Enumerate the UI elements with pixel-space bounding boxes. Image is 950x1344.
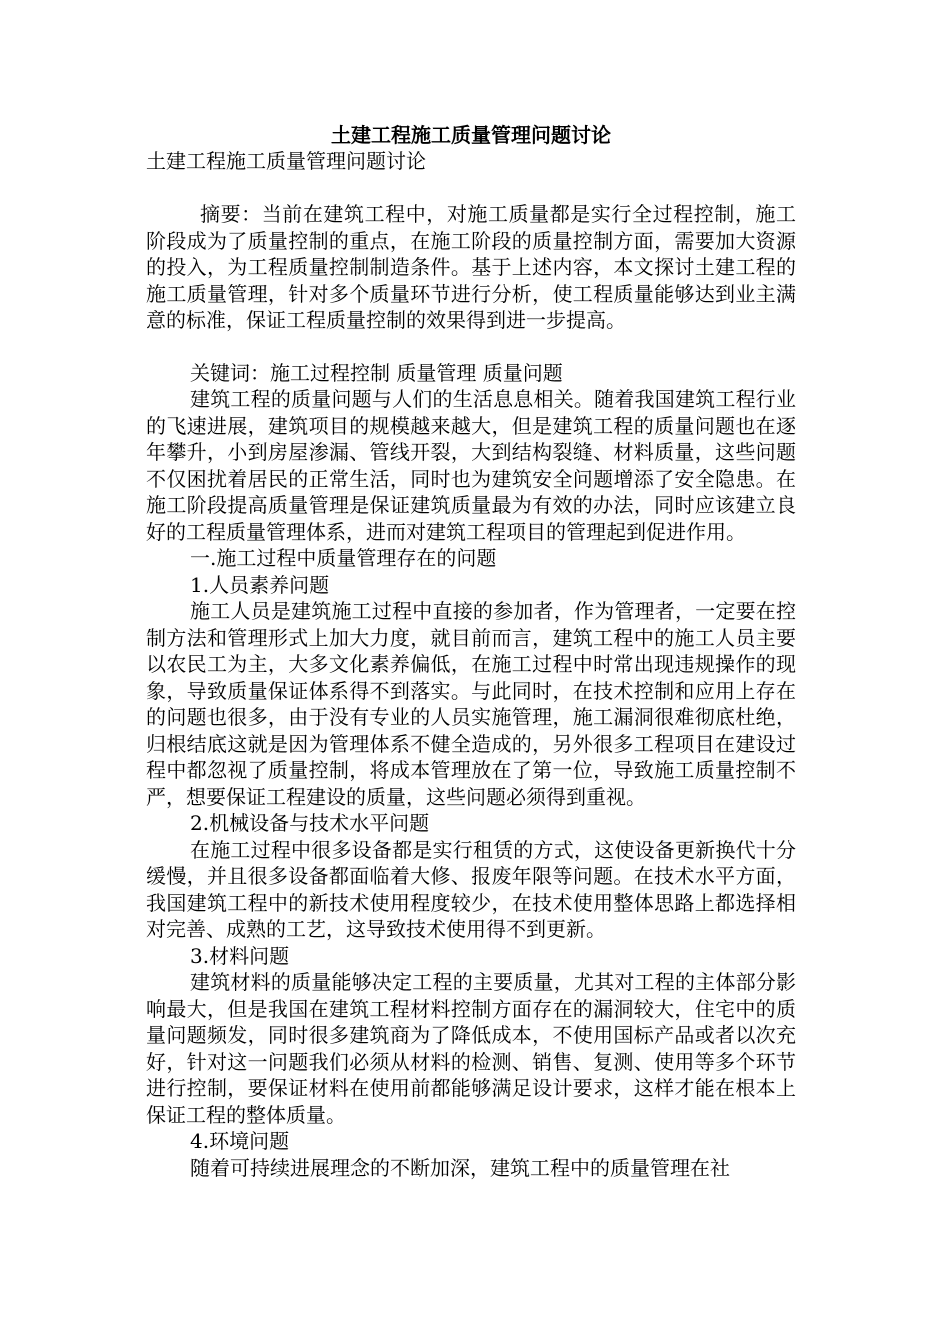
subsection-heading-environment: 4.环境问题	[190, 1129, 290, 1153]
document-title: 土建工程施工质量管理问题讨论	[331, 123, 611, 147]
subsection-heading-personnel: 1.人员素养问题	[190, 572, 330, 597]
document-subtitle: 土建工程施工质量管理问题讨论	[146, 149, 426, 173]
section-heading-1: 一.施工过程中质量管理存在的问题	[190, 546, 497, 570]
subsection-heading-materials: 3.材料问题	[190, 943, 290, 968]
paragraph-materials: 建筑材料的质量能够决定工程的主要质量，尤其对工程的主体部分影响最大，但是我国在建筑工程材料控制方面存在的漏洞较大，住宅中的质量问题频发，同时很多建筑商为了降低成本，不使用国标产品或者以次充好，针对这一问题我们必须从材料的检测、销售、复测、使用等多个环节进行控制，要保证材料在使用前都能够满足设计要求，这样才能在根本上保证工程的整体质量。	[146, 970, 796, 1127]
intro-paragraph: 建筑工程的质量问题与人们的生活息息相关。随着我国建筑工程行业的飞速进展，建筑项目的规模越来越大，但是建筑工程的质量问题也在逐年攀升，小到房屋渗漏、管线开裂，大到结构裂缝、材料质量，这些问题不仅困扰着居民的正常生活，同时也为建筑安全问题增添了安全隐患。在施工阶段提高质量管理是保证建筑质量最为有效的办法，同时应该建立良好的工程质量管理体系，进而对建筑工程项目的管理起到促进作用。	[146, 387, 796, 544]
paragraph-equipment: 在施工过程中很多设备都是实行租赁的方式，这使设备更新换代十分缓慢，并且很多设备都面临着大修、报废年限等问题。在技术水平方面，我国建筑工程中的新技术使用程度较少，在技术使用整体思路上都选择相对完善、成熟的工艺，这导致技术使用得不到更新。	[146, 837, 796, 941]
document-page	[146, 122, 796, 1181]
subsection-heading-equipment: 2.机械设备与技术水平问题	[190, 811, 430, 835]
paragraph-personnel: 施工人员是建筑施工过程中直接的参加者，作为管理者，一定要在控制方法和管理形式上加大力度，就目前而言，建筑工程中的施工人员主要以农民工为主，大多文化素养偏低，在施工过程中时常出现违规操作的现象，导致质量保证体系得不到落实。与此同时，在技术控制和应用上存在的问题也很多，由于没有专业的人员实施管理，施工漏洞很难彻底杜绝，归根结底这就是因为管理体系不健全造成的，另外很多工程项目在建设过程中都忽视了质量控制，将成本管理放在了第一位，导致施工质量控制不严，想要保证工程建设的质量，这些问题必须得到重视。	[146, 599, 796, 809]
paragraph-environment: 随着可持续进展理念的不断加深，建筑工程中的质量管理在社	[190, 1155, 730, 1180]
keywords-line: 关键词：施工过程控制 质量管理 质量问题	[190, 360, 563, 385]
abstract-paragraph: 摘要：当前在建筑工程中，对施工质量都是实行全过程控制，施工阶段成为了质量控制的重点，在施工阶段的质量控制方面，需要加大资源的投入，为工程质量控制制造条件。基于上述内容，本文探讨土建工程的施工质量管理，针对多个质量环节进行分析，使工程质量能够达到业主满意的标准，保证工程质量控制的效果得到进一步提高。	[146, 202, 796, 332]
